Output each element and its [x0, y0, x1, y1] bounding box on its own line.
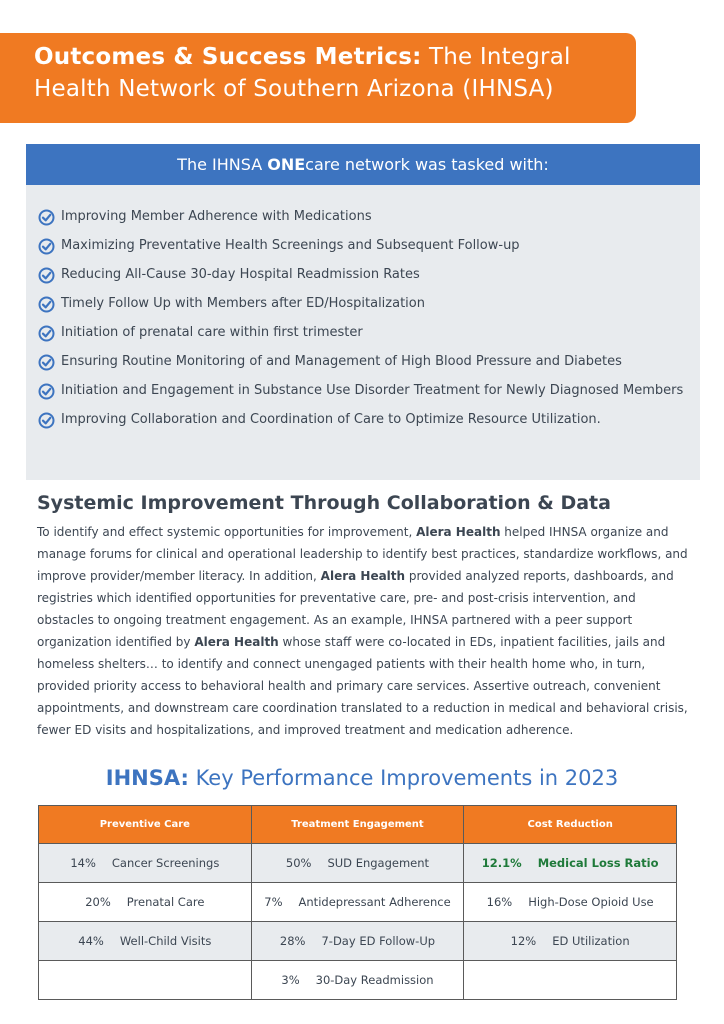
brand-mention: Alera Health: [320, 569, 406, 583]
task-panel-header: [26, 144, 700, 185]
kpi-title-bold: IHNSA:: [105, 766, 189, 790]
task-text: Improving Collaboration and Coordination of Care to Optimize Resource Utilization.: [61, 412, 601, 427]
task-panel: [26, 144, 700, 480]
hero-title-line-2: Health Network of Southern Arizona (IHNSA): [34, 76, 554, 102]
task-text: Timely Follow Up with Members after ED/Hospitalization: [61, 296, 425, 311]
hero-banner: [0, 33, 636, 123]
kpi-cell: [251, 922, 464, 961]
kpi-percent: 12.1%: [481, 856, 522, 870]
brand-mention: Alera Health: [194, 635, 279, 649]
kpi-label: Antidepressant Adherence: [298, 895, 451, 909]
kpi-row: [39, 922, 677, 961]
task-text: Improving Member Adherence with Medications: [61, 209, 372, 224]
kpi-title-rest: Key Performance Improvements in 2023: [188, 766, 619, 790]
kpi-row: [39, 961, 677, 1000]
kpi-label: Well-Child Visits: [119, 934, 212, 948]
task-header-prefix: The IHNSA: [177, 155, 268, 174]
task-item: [38, 260, 700, 289]
kpi-label: Medical Loss Ratio: [537, 856, 659, 870]
kpi-label: High-Dose Opioid Use: [528, 895, 654, 909]
kpi-cell: [39, 883, 252, 922]
task-list: [26, 185, 700, 434]
check-circle-icon: [38, 295, 55, 312]
kpi-cell: [464, 883, 677, 922]
task-item: [38, 202, 700, 231]
kpi-label: 30-Day Readmission: [315, 973, 434, 987]
kpi-row: [39, 844, 677, 883]
task-item: [38, 376, 700, 405]
section-title: Systemic Improvement Through Collaboration & Data: [37, 492, 611, 514]
task-text: Initiation of prenatal care within first trimester: [61, 325, 363, 340]
task-header-suffix: care network was tasked with:: [305, 155, 549, 174]
kpi-label: ED Utilization: [552, 934, 630, 948]
kpi-percent: 50%: [285, 856, 312, 870]
kpi-cell: [39, 961, 252, 1000]
kpi-cell: [39, 844, 252, 883]
kpi-header-cell: Cost Reduction: [464, 806, 677, 844]
kpi-cell: [251, 961, 464, 1000]
kpi-percent: 20%: [85, 895, 111, 909]
body-text-3: provided analyzed reports, dashboards, and registries which identified opportunities for preventative care, pre- and post-crisis intervention, and obstacles to ongoing treatment engagement. As an example, IHNSA partnered with a peer support organization identified by: [37, 569, 674, 649]
kpi-percent: 28%: [279, 934, 306, 948]
body-paragraph: [37, 521, 689, 741]
kpi-title: [0, 766, 724, 790]
kpi-cell: [251, 883, 464, 922]
task-text: Initiation and Engagement in Substance Use Disorder Treatment for Newly Diagnosed Members: [61, 383, 684, 398]
task-item: [38, 318, 700, 347]
kpi-cell: [251, 844, 464, 883]
check-circle-icon: [38, 353, 55, 370]
task-item: [38, 231, 700, 260]
task-item: [38, 347, 700, 376]
kpi-label: SUD Engagement: [327, 856, 430, 870]
check-circle-icon: [38, 266, 55, 283]
check-circle-icon: [38, 237, 55, 254]
kpi-percent: 44%: [78, 934, 104, 948]
kpi-label: 7-Day ED Follow-Up: [321, 934, 436, 948]
kpi-header-cell: Preventive Care: [39, 806, 252, 844]
body-text-1: To identify and effect systemic opportunities for improvement,: [37, 525, 417, 539]
kpi-header-cell: Treatment Engagement: [251, 806, 464, 844]
check-circle-icon: [38, 411, 55, 428]
kpi-cell: [464, 961, 677, 1000]
kpi-percent: 12%: [510, 934, 537, 948]
kpi-percent: 14%: [70, 856, 96, 870]
kpi-row: [39, 883, 677, 922]
task-text: Ensuring Routine Monitoring of and Management of High Blood Pressure and Diabetes: [61, 354, 622, 369]
check-circle-icon: [38, 324, 55, 341]
kpi-header-row: [39, 806, 677, 844]
kpi-percent: 7%: [264, 895, 283, 909]
hero-title-rest: The Integral: [421, 44, 571, 70]
kpi-percent: 3%: [281, 973, 300, 987]
task-item: [38, 405, 700, 434]
kpi-cell: [39, 922, 252, 961]
kpi-table: [38, 805, 677, 1000]
kpi-cell: [464, 922, 677, 961]
task-text: Reducing All-Cause 30-day Hospital Readmission Rates: [61, 267, 420, 282]
kpi-percent: 16%: [486, 895, 513, 909]
brand-mention: Alera Health: [416, 525, 501, 539]
task-header-bold: ONE: [267, 155, 306, 174]
body-text-4: whose staff were co-located in EDs, inpatient facilities, jails and homeless shelters… to identify and connect unengaged patients with their health home who, in turn, provided priority access to behavioral health and primary care services. Assertive outreach, convenient appointments, and downstream care coordination translated to a reduction in medical and behavioral crisis, fewer ED visits and hospitalizations, and improved treatment and medication adherence.: [37, 635, 688, 737]
check-circle-icon: [38, 208, 55, 225]
kpi-label: Cancer Screenings: [111, 856, 220, 870]
task-text: Maximizing Preventative Health Screenings and Subsequent Follow-up: [61, 238, 520, 253]
kpi-cell: [464, 844, 677, 883]
hero-title-bold: Outcomes & Success Metrics:: [34, 44, 422, 70]
hero-title-line-1: [34, 41, 636, 73]
body-text-2: helped IHNSA organize and manage forums for clinical and operational leadership to identify best practices, standardize workflows, and improve provider/member literacy. In addition,: [37, 525, 688, 583]
task-item: [38, 289, 700, 318]
kpi-label: Prenatal Care: [126, 895, 205, 909]
check-circle-icon: [38, 382, 55, 399]
